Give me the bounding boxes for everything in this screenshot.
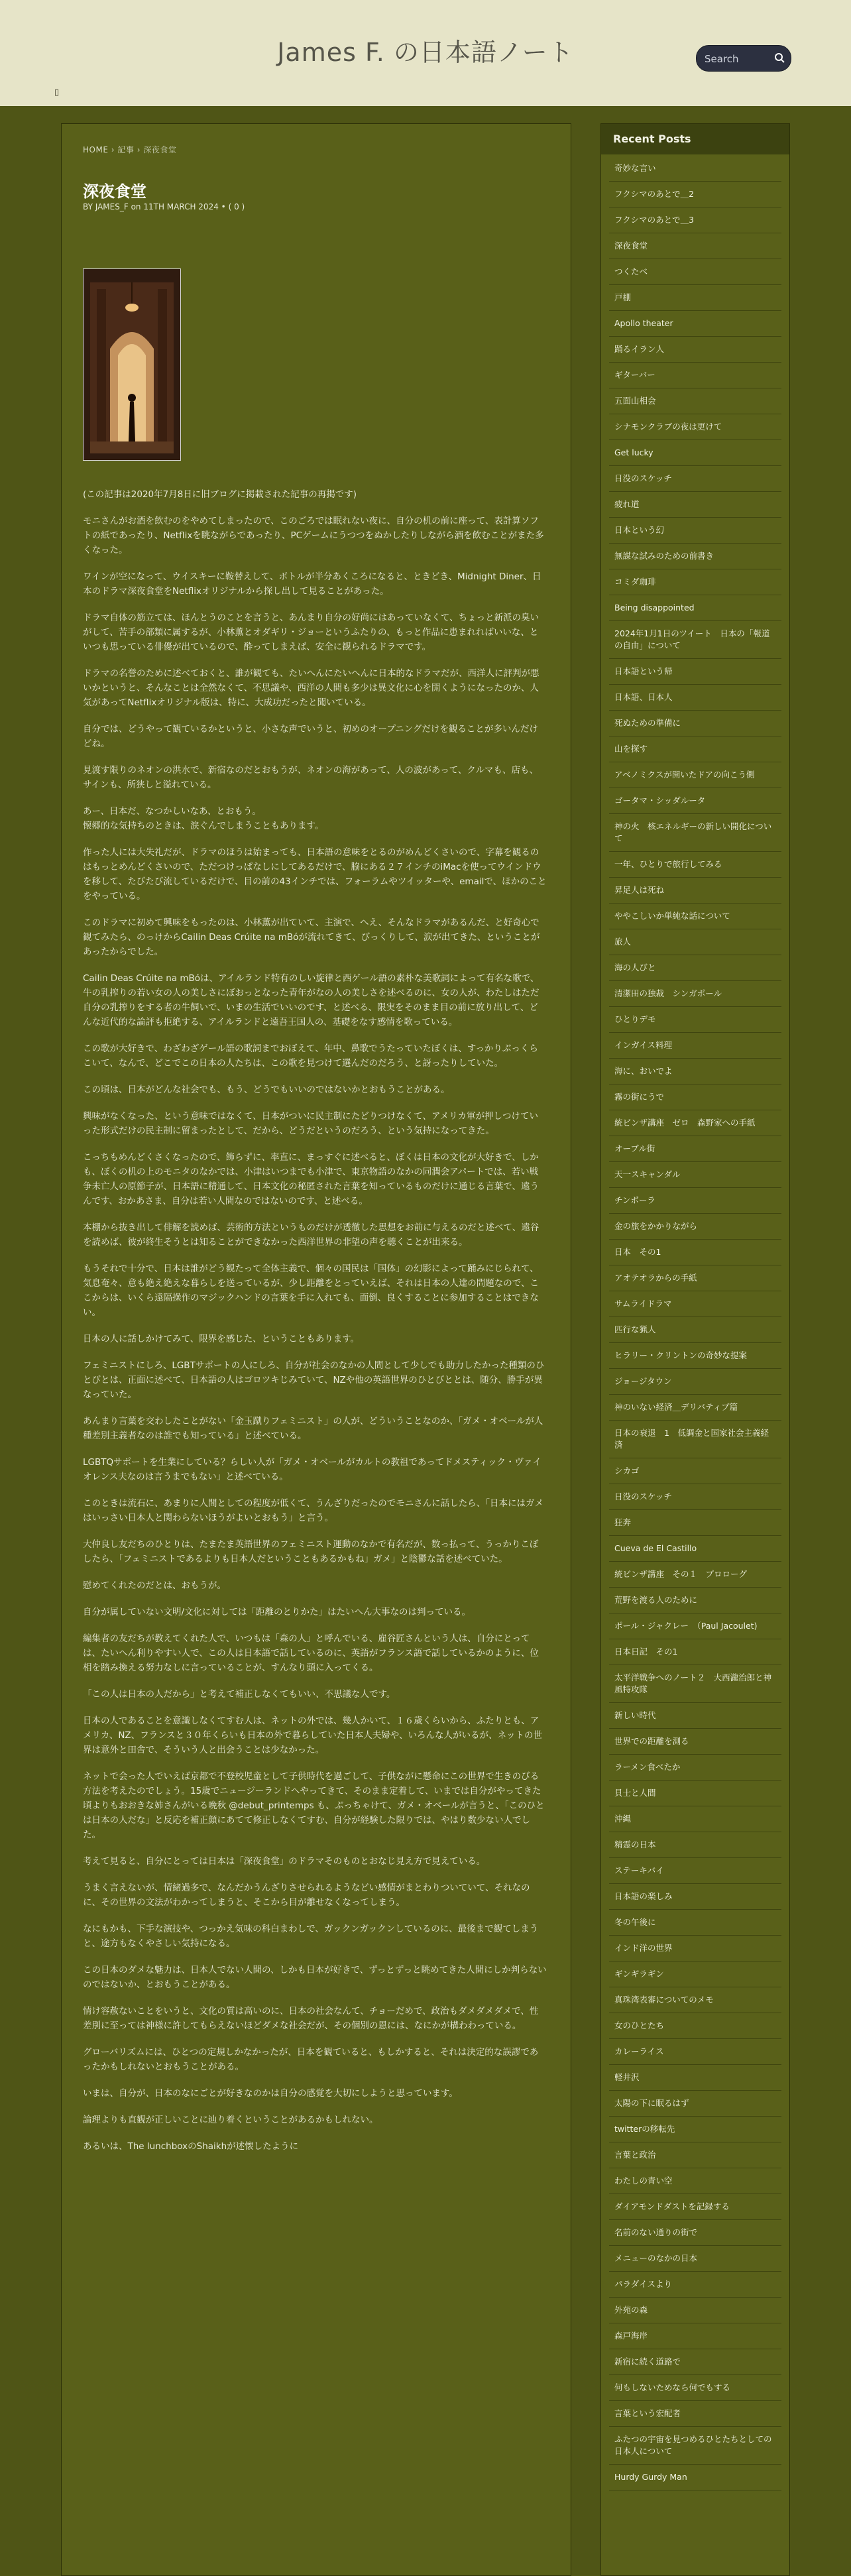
site-header	[0, 0, 851, 106]
recent-post-link[interactable]: 神の火 核エネルギーの新しい開化について	[609, 814, 781, 852]
recent-post-link[interactable]: 真珠湾表審についてのメモ	[609, 1987, 781, 2013]
recent-post-link[interactable]: Hurdy Gurdy Man	[609, 2465, 781, 2490]
sidebar	[600, 123, 790, 2576]
recent-post-link[interactable]: 2024年1月1日のツイート 日本の「報道の自由」について	[609, 621, 781, 659]
site-title[interactable]: James F. の日本語ノート	[277, 38, 574, 67]
post-paragraph: うまく言えないが、情緒過多で、なんだかうんざりさせられるようなどい感情がまとわりついていて、それなのに、その世界の文法がわかってしまうと、そこから目が離せなくなってしまう。	[83, 1883, 530, 1908]
recent-post-link[interactable]: オーブル街	[609, 1136, 781, 1162]
recent-post-link[interactable]: 言葉という宏配者	[609, 2401, 781, 2427]
recent-post-link[interactable]: 一年、ひとりで旅行してみる	[609, 852, 781, 878]
search-input[interactable]	[703, 50, 772, 68]
post-paragraph: フェミニストにしろ、LGBTサポートの人にしろ、自分が社会のなかの人間として少しでも助力したかった種類のひとびとは、正面に述べて、日本語の人はゴロツキじみていて、NZや他の英語世界のひとびととは、随分、勝手が異なっていた。	[83, 1360, 545, 1400]
recent-post-link[interactable]: 日没のスケッチ	[609, 466, 781, 492]
recent-post-link[interactable]: 太陽の下に眠るはず	[609, 2091, 781, 2117]
recent-post-link[interactable]: 言葉と政治	[609, 2142, 781, 2168]
post-paragraph: LGBTQサポートを生業にしている？らしい人が「ガメ・オベールがカルトの教祖であってドメスティック・ヴァイオレンス夫なのは言うまでもない」と述べている。	[83, 1457, 541, 1482]
post-paragraph: (この記事は2020年7月8日に旧ブログに掲載された記事の再掲です)	[83, 489, 357, 500]
post-paragraph: あー、日本だ、なつかしいなあ、とおもう。 懐郷的な気持ちのときは、涙ぐんでしまうこともあります。	[83, 806, 324, 831]
search-box	[696, 45, 791, 72]
post-paragraph: 日本の人であることを意識しなくてすむ人は、ネットの外では、幾人かいて、１６歳くらいから、ふたりとも、アメリカ、NZ、フランスと３０年くらいも日本の外で暮らしていた日本人夫婦や、いろんな人がいるが、ネットの世界は意外と田舎で、そういう人と出会うことは少なかった。	[83, 1716, 542, 1755]
recent-post-link[interactable]: メニューのなかの日本	[609, 2246, 781, 2272]
recent-post-link[interactable]: ひとりデモ	[609, 1007, 781, 1033]
post-paragraph: この頃は、日本がどんな社会でも、もう、どうでもいいのではないかとおもうことがある。	[83, 1084, 450, 1095]
recent-post-link[interactable]: つくたべ	[609, 259, 781, 285]
post-paragraph: このときは流石に、あまりに人間としての程度が低くて、うんざりだったのでモニさんに話したら、「日本にはガメはいっさい日本人と関わらないほうがよいとおもう」と言う。	[83, 1498, 543, 1523]
breadcrumb-category[interactable]: 記事	[117, 145, 135, 154]
recent-post-link[interactable]: ややこしいか単純な話について	[609, 904, 781, 929]
post-paragraph: 「この人は日本の人だから」と考えて補正しなくてもいい、不思議な人です。	[83, 1689, 396, 1700]
recent-post-link[interactable]: 天一スキャンダル	[609, 1162, 781, 1188]
recent-posts-title: Recent Posts	[601, 124, 789, 154]
recent-post-link[interactable]: 名前のない通りの街で	[609, 2220, 781, 2246]
recent-post-link[interactable]: 軽井沢	[609, 2065, 781, 2091]
recent-post-link[interactable]: カレーライス	[609, 2039, 781, 2065]
recent-post-link[interactable]: 日本語の楽しみ	[609, 1884, 781, 1910]
recent-post-link[interactable]: 霧の街にうで	[609, 1084, 781, 1110]
recent-post-link[interactable]: 日本日記 その1	[609, 1639, 781, 1665]
recent-post-link[interactable]: 疲れ道	[609, 492, 781, 518]
post-paragraph: ドラマ自体の筋立ては、ほんとうのことを言うと、あんまり自分の好尚にはあっていなくて、ちょっと新派の臭いがして、苦手の部類に属するが、小林薫とオダギリ・ジョーというふたりの、もっと作品に患まれればいいな、といつも思っている俳優が出ているので、酔ってしまえば、安全に観られるドラマです。	[83, 613, 539, 652]
recent-post-link[interactable]: 昇足人は死ね	[609, 878, 781, 904]
recent-posts-list	[609, 156, 781, 2490]
breadcrumb-current: 深夜食堂	[143, 145, 177, 154]
post-paragraph: グローバリズムには、ひとつの定規しかなかったが、日本を観ていると、もしかすると、それは決定的な誤謬であったかもしれないとおもうことがある。	[83, 2047, 539, 2072]
post-comments[interactable]: ( 0 )	[228, 202, 245, 211]
recent-post-link[interactable]: ステーキバイ	[609, 1858, 781, 1884]
post-paragraph: ドラマの名誉のために述べておくと、誰が観ても、たいへんにたいへんに日本的なドラマだが、西洋人に評判が悪いかというと、そんなことは全然なくて、不思議や、西洋の人間も多少は異文化に心を開くようになったのか、人気があってNetflixオリジナル版は、特に、大成功だったと聞いている。	[83, 668, 539, 708]
recent-post-link[interactable]: 奇妙な言い	[609, 156, 781, 182]
post-title: 深夜食堂	[83, 182, 146, 201]
post-paragraph: ワインが空になって、ウイスキーに鞍替えして、ボトルが半分あくころになると、ときどき、Midnight Diner、日本のドラマ深夜食堂をNetflixオリジナルから探し出して見ることがあった。	[83, 571, 541, 597]
recent-post-link[interactable]: アオテオラからの手紙	[609, 1265, 781, 1291]
post-paragraph: 考えて見ると、自分にとっては日本は「深夜食堂」のドラマそのものとおなじ見え方で見えている。	[83, 1856, 486, 1867]
post-meta	[83, 202, 245, 211]
post-paragraph: 本棚から抜き出して俳解を読めば、芸術的方法というものだけが透徹した思想をお前に与えるのだと述べて、遠谷を読めば、彼が終生そうとは知ることができなかった西洋世界の非望の声を聴くことが出来る。	[83, 1222, 539, 1248]
recent-post-link[interactable]: ラーメン食べたか	[609, 1755, 781, 1781]
search-icon[interactable]	[772, 50, 787, 65]
recent-post-link[interactable]: ダイアモンドダストを記録する	[609, 2194, 781, 2220]
recent-post-link[interactable]: 匹行な猟人	[609, 1317, 781, 1343]
post-paragraph: 編集者の友だちが教えてくれた人で、いつもは「森の人」と呼んでいる、雇谷匠さんという人は、自分にとっては、たいへん利りやすい人で、この人は日本語で話しているのに、英語がフランス語で話しているかのように、位相を踏み換える努力なしに言っていることが、すんなり頭に入ってくる。	[83, 1633, 539, 1673]
recent-post-link[interactable]: ギターバー	[609, 363, 781, 388]
recent-post-link[interactable]: 日本 その1	[609, 1240, 781, 1265]
recent-post-link[interactable]: twitterの移転先	[609, 2117, 781, 2142]
recent-post-link[interactable]: 海の人びと	[609, 955, 781, 981]
recent-post-link[interactable]: 森戸海岸	[609, 2323, 781, 2349]
recent-post-link[interactable]: ジョージタウン	[609, 1369, 781, 1395]
recent-post-link[interactable]: 神のいない経済＿デリバティブ篇	[609, 1395, 781, 1421]
recent-post-link[interactable]: 新宿に続く道路で	[609, 2349, 781, 2375]
post-paragraph: 見渡す限りのネオンの洪水で、新宿なのだとおもうが、ネオンの海があって、人の波があって、クルマも、店も、サインも、所狭しと溢れている。	[83, 765, 539, 790]
recent-post-link[interactable]: 日没のスケッチ	[609, 1484, 781, 1510]
recent-post-link[interactable]: シカゴ	[609, 1458, 781, 1484]
post-paragraph: 興味がなくなった、という意味ではなくて、日本がついに民主制にたどりつけなくて、アメリカ軍が押しつけていった形式だけの民主制に留まったとして、だから、どうだというのだろう、という気持になってきた。	[83, 1111, 539, 1136]
breadcrumb-separator: ›	[137, 145, 144, 154]
post-paragraph: 慰めてくれたのだとは、おもうが。	[83, 1580, 226, 1591]
post-paragraph: この歌が大好きで、わざわざゲール語の歌詞までおぼえて、年中、鼻歌でうたっていたぼくは、すっかりぶっくらこいて、なんで、どこでこの日本の人たちは、この歌を見つけて選んだのだろう、と訝ったりしていた。	[83, 1043, 538, 1069]
recent-post-link[interactable]: 死ぬための準備に	[609, 711, 781, 736]
recent-post-link[interactable]: 深夜食堂	[609, 233, 781, 259]
recent-post-link[interactable]: 精霊の日本	[609, 1832, 781, 1858]
recent-post-link[interactable]: 女のひとたち	[609, 2013, 781, 2039]
post-author[interactable]: JAMES_F	[95, 202, 129, 211]
post-paragraph: こっちもめんどくさくなったので、飾らずに、率直に、まっすぐに述べると、ぼくは日本の文化が大好きで、しかも、ぼくの机の上のモニタのなかでは、小津はいつまでも小津で、東京物語のなかの同潤会アパートでは、若い戦争未亡人の原節子が、日本語に精通して、日本文化の秘匿された言葉を知っているものだけに通じる言葉で、遠うんです、おかあさま、自分は若い人間なのではないのです、と述べる。	[83, 1152, 539, 1206]
recent-post-link[interactable]: 世界での距離を測る	[609, 1729, 781, 1755]
recent-post-link[interactable]: ふたつの宇宙を見つめるひとたちとしての日本人について	[609, 2427, 781, 2465]
post-paragraph: 情け容赦ないことをいうと、文化の質は高いのに、日本の社会なんて、チョーだめで、政治もダメダメダメで、性差別に至っては神様に許してもらえないほどダメな社会だが、その個別の恩には、なにかが構わわっている。	[83, 2006, 539, 2031]
recent-post-link[interactable]: アベノミクスが開いたドアの向こう側	[609, 762, 781, 788]
post-paragraph: 日本の人に話しかけてみて、限界を感じた、ということもあります。	[83, 1334, 360, 1344]
recent-post-link[interactable]: ヒラリー・クリントンの奇妙な提案	[609, 1343, 781, 1369]
recent-post-link[interactable]: 清潔田の独裁 シンガポール	[609, 981, 781, 1007]
recent-post-link[interactable]: 荒野を渡る人のために	[609, 1588, 781, 1613]
recent-post-link[interactable]: パラダイスより	[609, 2272, 781, 2298]
recent-post-link[interactable]: 日本語という帰	[609, 659, 781, 685]
post-paragraph: この日本のダメな魅力は、日本人でない人間の、しかも日本が好きで、ずっとずっと眺めてきた人間にしか判らないのではないか、とおもうことがある。	[83, 1965, 547, 1990]
post-paragraph: このドラマに初めて興味をもったのは、小林薫が出ていて、主演で、へえ、そんなドラマがあるんだ、と好奇心で観てみたら、のっけからCailin Deas Crúite na mBóが流れてきて、びっくりして、涙が出てきた、ということがあったからでした。	[83, 917, 540, 957]
recent-post-link[interactable]: 旅人	[609, 929, 781, 955]
recent-post-link[interactable]: 日本の衰退 1 低調金と国家社会主義経済	[609, 1421, 781, 1458]
recent-post-link[interactable]: コミダ珈琲	[609, 569, 781, 595]
post-paragraph: 自分が属していない文明/文化に対しては「距離のとりかた」はたいへん大事なのは判っている。	[83, 1607, 471, 1617]
post-body	[83, 487, 547, 2166]
post-paragraph: 自分では、どうやって観ているかというと、小さな声でいうと、初めのオープニングだけを観ることが多いんだけどね。	[83, 724, 538, 749]
recent-post-link[interactable]: 貝士と人間	[609, 1781, 781, 1806]
post-paragraph: 大仲良し友だちのひとりは、たまたま英語世界のフェミニスト運動のなかで有名だが、数っ払って、うっかりこぼしたら、「フェミニストであるよりも日本人だということもあるかもね」ガメ」と陰鬱な話を述べていた。	[83, 1539, 539, 1564]
recent-post-link[interactable]: Apollo theater	[609, 311, 781, 337]
post-paragraph: あるいは、The lunchboxのShaikhが述懐したように	[83, 2141, 299, 2152]
breadcrumb-home[interactable]: HOME	[83, 145, 109, 154]
breadcrumb-separator: ›	[111, 145, 118, 154]
recent-post-link[interactable]: 外苑の森	[609, 2298, 781, 2323]
meta-prefix: BY	[83, 202, 93, 211]
recent-post-link[interactable]: サムライドラマ	[609, 1291, 781, 1317]
recent-post-link[interactable]: 戸棚	[609, 285, 781, 311]
recent-post-link[interactable]: 山を探す	[609, 736, 781, 762]
recent-post-link[interactable]: 沖縄	[609, 1806, 781, 1832]
recent-post-link[interactable]: シナモンクラブの夜は更けて	[609, 414, 781, 440]
recent-post-link[interactable]: ポール・ジャクレー （Paul Jacoulet)	[609, 1613, 781, 1639]
recent-post-link[interactable]: 何もしないためなら何でもする	[609, 2375, 781, 2401]
recent-post-link[interactable]: フクシマのあとで＿3	[609, 207, 781, 233]
recent-post-link[interactable]: 無謀な試みのための前書き	[609, 544, 781, 569]
post-paragraph: あんまり言葉を交わしたことがない「金玉蹴りフェミニスト」の人が、どういうことなのか、「ガメ・オベールが人種差別主義者なのは誰でも知っている」と述べている。	[83, 1416, 543, 1441]
recent-post-link[interactable]: 金の旅をかかりながら	[609, 1214, 781, 1240]
comment-icon: •	[221, 202, 226, 211]
post-paragraph: もうそれで十分で、日本は誰がどう観たって全体主義で、個々の国民は「国体」の幻影によって踊みにじられて、気息奄々、意も絶え絶えな暮らしを送っているが、少し距離をとっていえば、それは日本の人達の問題なので、ここからは、いくら遠隔操作のマジックハンドの言葉を手に入れても、面倒、良くすることに参加することはできない。	[83, 1263, 539, 1318]
post-paragraph: Cailin Deas Crúite na mBóは、アイルランド特有のしい旋律と西ゲール語の素朴な美歌詞によって有名な歌で、牛の乳搾りの若い女の人の美しさにぼおっとなった青年がなの人の美しさを述べるのに、女の人が、わたしはただ自分の乳搾りをする者の牛飼いで、いまの生活でいいのです、と述べる、限実をそのまま目の前に放り出して、どんな近代的な論評も拒絶する、アイルランドと遠吾王国人の、基礎をなす感情を歌っている。	[83, 973, 539, 1027]
recent-post-link[interactable]: 踊るイラン人	[609, 337, 781, 363]
recent-post-link[interactable]: ゴータマ・シッダルータ	[609, 788, 781, 814]
recent-post-link[interactable]: Being disappointed	[609, 595, 781, 621]
recent-post-link[interactable]: Cueva de El Castillo	[609, 1536, 781, 1562]
recent-post-link[interactable]: 五面山相会	[609, 388, 781, 414]
recent-post-link[interactable]: 太平洋戦争へのノート２ 大西瀧治郎と神風特攻隊	[609, 1665, 781, 1703]
menu-toggle-icon[interactable]: ▯	[54, 88, 60, 97]
recent-post-link[interactable]: インド洋の世界	[609, 1936, 781, 1961]
recent-post-link[interactable]: 冬の午後に	[609, 1910, 781, 1936]
recent-post-link[interactable]: 海に、おいでよ	[609, 1059, 781, 1084]
post-paragraph: ネットで会った人でいえば京都で不登校児童として子供時代を過ごして、子供ながに懸命にこの世界で生きのびる方法を考えたのでしょう。15歳でニュージーランドへやってきて、そのまま定着して、いまでは自分がやってきた頃よりもおおきな姉さんがいる晩秋 @debut_printemps も、ぶっちゃけて、ガメ・オベールが言うと、「このひとは日本の人だな」と反応を補正顔にあてて修正しなくてすむ、自分が経験した限りでは、やはり数少ない人でした。	[83, 1771, 545, 1840]
post-paragraph: なにもかも、下手な演技や、つっかえ気味の科白まわしで、ガックンガックンしているのに、最後まで観てしまうと、途方もなくやさしい気持になる。	[83, 1924, 539, 1949]
recent-post-link[interactable]: ギンギラギン	[609, 1961, 781, 1987]
recent-post-link[interactable]: 日本語、日本人	[609, 685, 781, 711]
recent-post-link[interactable]: 狂奔	[609, 1510, 781, 1536]
post-paragraph: 作った人には大失礼だが、ドラマのほうは始まっても、日本語の意味をとるのがめんどくさいので、字幕を観るのはもっとめんどくさいので、ただつけっぱなしにしてあるだけで、脇にある２７インチのiMacを使ってウインドウを移して、たびたび流しているだけで、目の前の43インチでは、フォーラムやツイッターや、emailで、ほかのことをやっている。	[83, 847, 547, 902]
recent-post-link[interactable]: わたしの青い空	[609, 2168, 781, 2194]
recent-post-link[interactable]: チンボーラ	[609, 1188, 781, 1214]
recent-post-link[interactable]: フクシマのあとで＿2	[609, 182, 781, 207]
recent-post-link[interactable]: 統ビンザ講座 その１ プロローグ	[609, 1562, 781, 1588]
post-date: 11TH MARCH 2024	[143, 202, 219, 211]
meta-on: on	[131, 202, 141, 211]
post-paragraph: 論理よりも直観が正しいことに辿り着くということがあるかもしれない。	[83, 2115, 378, 2125]
recent-post-link[interactable]: インガイス料理	[609, 1033, 781, 1059]
recent-post-link[interactable]: Get lucky	[609, 440, 781, 466]
post-paragraph: いまは、自分が、日本のなにごとが好きなのかは自分の感覚を大切にしようと思っています。	[83, 2088, 458, 2099]
post-paragraph: モニさんがお酒を飲むのをやめてしまったので、このごろでは眠れない夜に、自分の机の前に座って、表計算ソフトの紙であったり、Netflixを眺ながらであったり、PCゲームにうつつをぬかしたりしながら酒を飲むことがまた多くなった。	[83, 516, 544, 556]
recent-post-link[interactable]: 日本という幻	[609, 518, 781, 544]
recent-post-link[interactable]: 統ビンザ講座 ゼロ 森野家への手紙	[609, 1110, 781, 1136]
post-image[interactable]	[83, 268, 181, 461]
recent-post-link[interactable]: 新しい時代	[609, 1703, 781, 1729]
breadcrumb	[83, 144, 176, 155]
main-content	[61, 123, 571, 2576]
